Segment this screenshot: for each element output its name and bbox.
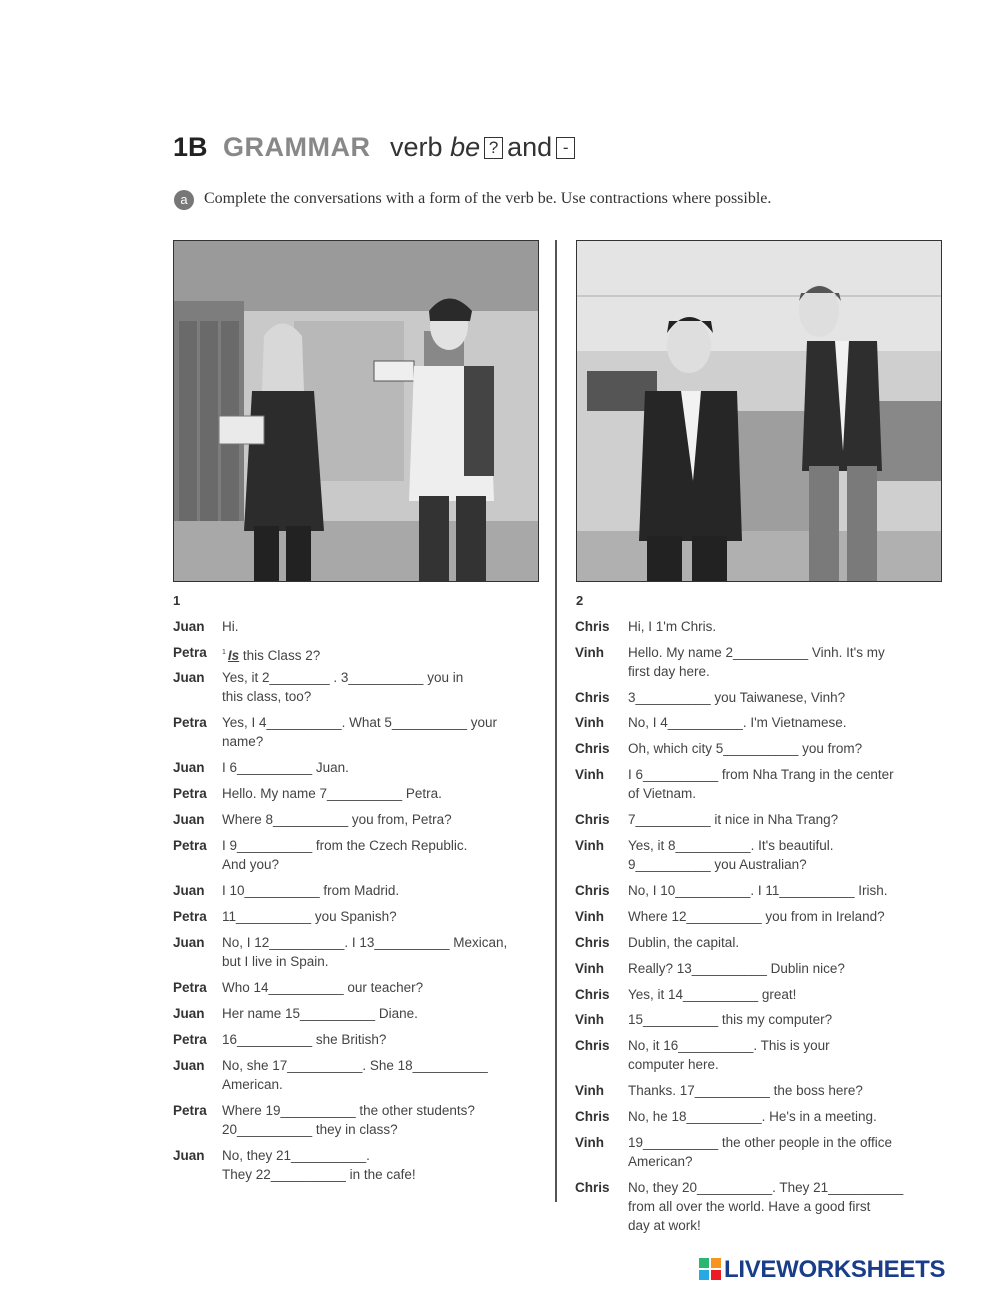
- example-answer: Is: [227, 648, 240, 663]
- liveworksheets-icon: [699, 1258, 721, 1280]
- and-label: and: [507, 132, 553, 162]
- topic-label: verb be: [390, 132, 481, 162]
- exercise-badge: a: [174, 190, 194, 210]
- school-hallway-illustration: [173, 240, 539, 582]
- column-divider: [555, 240, 557, 1202]
- section-label: GRAMMAR: [223, 132, 371, 162]
- conversation-1-number: 1: [173, 593, 181, 608]
- conversation-2-number: 2: [576, 593, 584, 608]
- instruction-text: Complete the conversations with a form of the verb be. Use contractions where possible.: [204, 190, 772, 207]
- page-title: [173, 132, 579, 163]
- negative-symbol: -: [556, 137, 575, 159]
- liveworksheets-logo[interactable]: [699, 1256, 945, 1284]
- question-symbol: ?: [484, 137, 503, 159]
- unit-label: 1B: [173, 132, 208, 162]
- instruction: [174, 190, 771, 210]
- office-illustration: [576, 240, 942, 582]
- logo-text: LIVEWORKSHEETS: [724, 1256, 946, 1283]
